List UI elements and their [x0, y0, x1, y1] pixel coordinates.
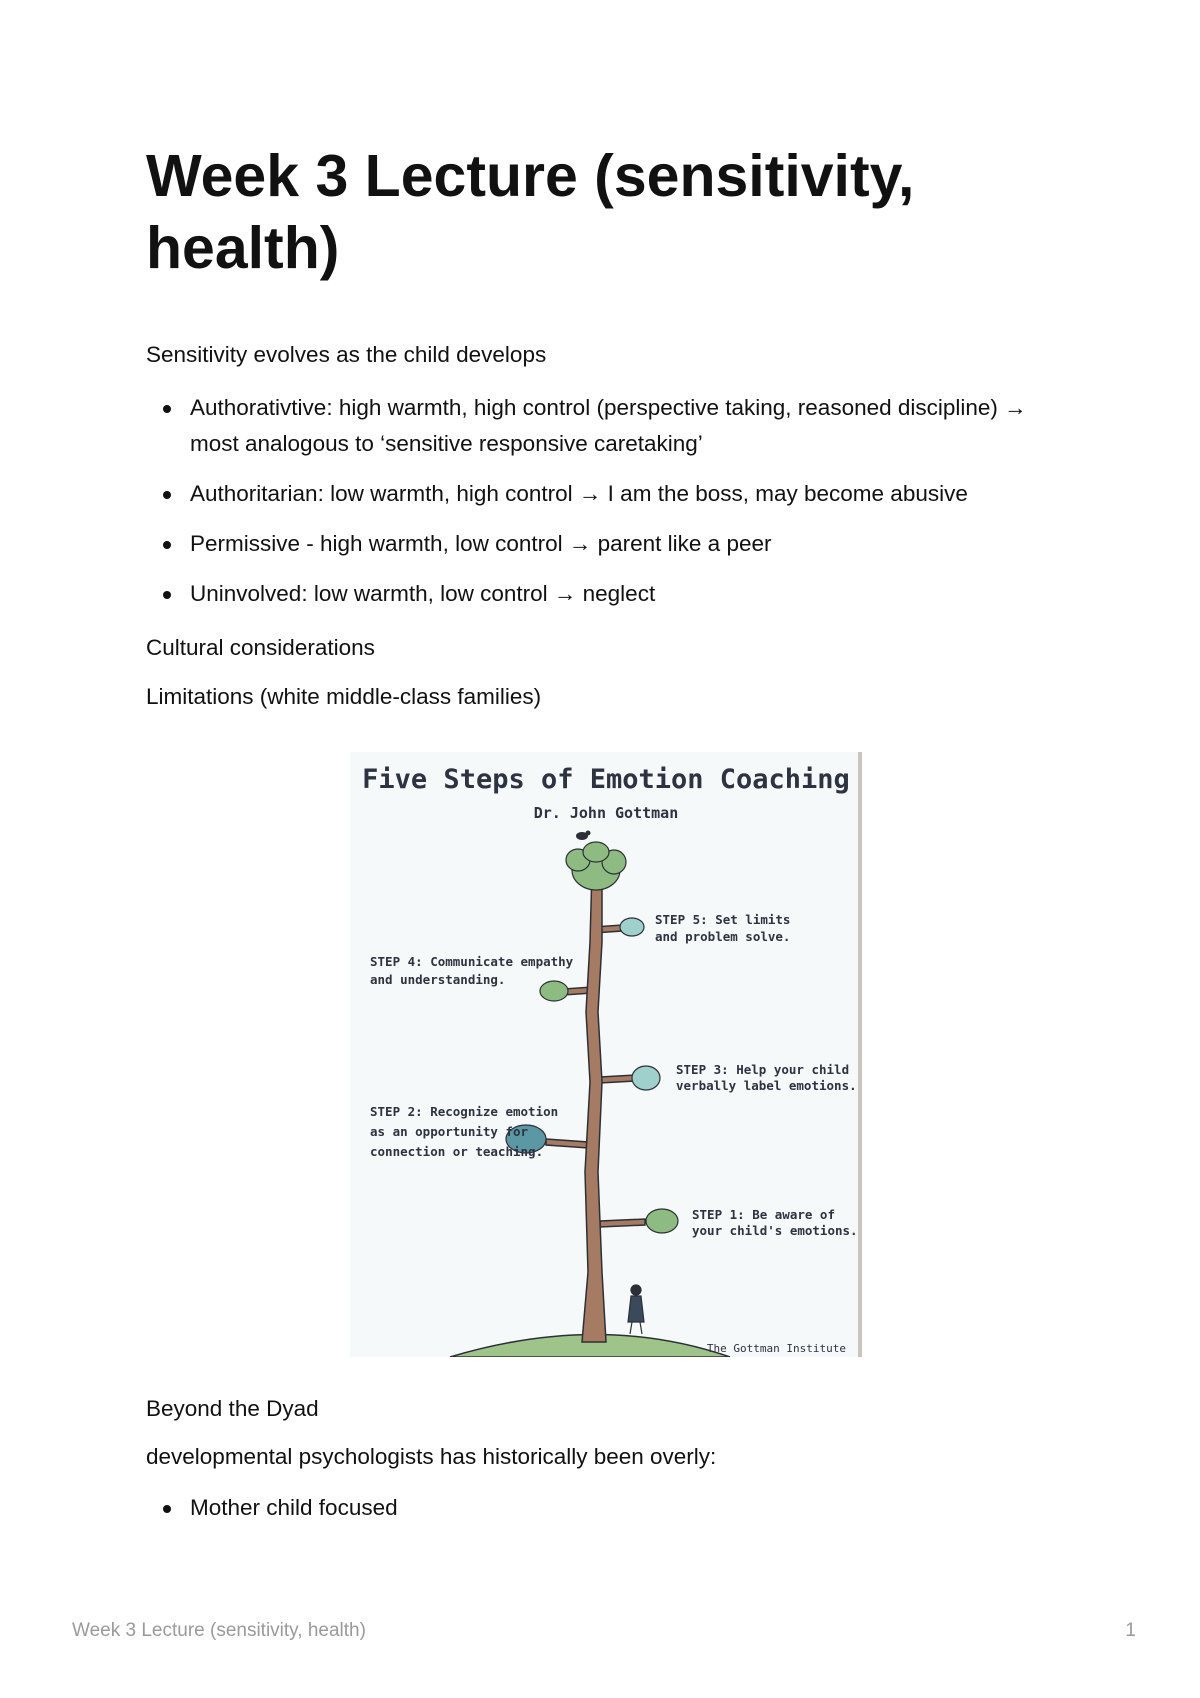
- step2-label-line3: connection or teaching.: [370, 1144, 544, 1159]
- cultural-heading: Cultural considerations: [146, 635, 375, 660]
- figure-title: Five Steps of Emotion Coaching: [362, 764, 850, 795]
- limitations-text: Limitations (white middle-class families): [146, 684, 542, 709]
- top-canopy: [566, 842, 626, 890]
- step1-label-line2: your child's emotions.: [692, 1223, 858, 1238]
- page-number: 1: [1125, 1620, 1136, 1641]
- figure-edge: [858, 752, 862, 1357]
- bird-icon: [576, 831, 591, 841]
- step3-label-line2: verbally label emotions.: [676, 1078, 857, 1093]
- emotion-coaching-figure: [350, 752, 862, 1357]
- leaf-step4: [540, 981, 568, 1001]
- child-figure-icon: [628, 1285, 644, 1334]
- list-item: Mother child focused: [146, 1490, 1046, 1526]
- step4-label-line2: and understanding.: [370, 972, 506, 987]
- list-item: Permissive - high warmth, low control → parent like a peer: [146, 526, 1046, 562]
- branch-step2: [546, 1139, 588, 1148]
- step4-label-line1: STEP 4: Communicate empathy: [370, 954, 574, 969]
- beyond-dyad-heading: Beyond the Dyad: [146, 1396, 319, 1421]
- list-item: Uninvolved: low warmth, low control → neglect: [146, 576, 1046, 612]
- leaf-step5: [620, 918, 644, 936]
- step5-label-line1: STEP 5: Set limits: [655, 912, 791, 927]
- step1-label-line1: STEP 1: Be aware of: [692, 1207, 835, 1222]
- page-title: Week 3 Lecture (sensitivity, health): [146, 143, 915, 281]
- tree-trunk: [582, 870, 606, 1342]
- leaf-step1: [646, 1209, 678, 1233]
- branch-step3: [600, 1075, 635, 1083]
- figure-credit: The Gottman Institute: [706, 1342, 846, 1355]
- footer-title: Week 3 Lecture (sensitivity, health): [72, 1620, 366, 1641]
- step2-label-line1: STEP 2: Recognize emotion: [370, 1104, 559, 1119]
- step2-label-line2: as an opportunity for: [370, 1124, 529, 1139]
- dev-psych-text: developmental psychologists has historically been overly:: [146, 1444, 717, 1469]
- branch-step1: [600, 1219, 645, 1227]
- intro-text: Sensitivity evolves as the child develops: [146, 342, 547, 367]
- parenting-styles-list: [146, 390, 1046, 612]
- list-item: Authorativtive: high warmth, high control (perspective taking, reasoned discipline) → most analogous to ‘sensitive responsive caretaking’: [146, 390, 1046, 462]
- focus-list: [146, 1490, 1046, 1526]
- list-item: Authoritarian: low warmth, high control → I am the boss, may become abusive: [146, 476, 1046, 512]
- step5-label-line2: and problem solve.: [655, 929, 791, 944]
- leaf-step3: [632, 1066, 660, 1090]
- step3-label-line1: STEP 3: Help your child: [676, 1062, 850, 1077]
- figure-author: Dr. John Gottman: [533, 804, 679, 822]
- tree-illustration: [350, 752, 862, 1357]
- step-labels: [370, 912, 858, 1238]
